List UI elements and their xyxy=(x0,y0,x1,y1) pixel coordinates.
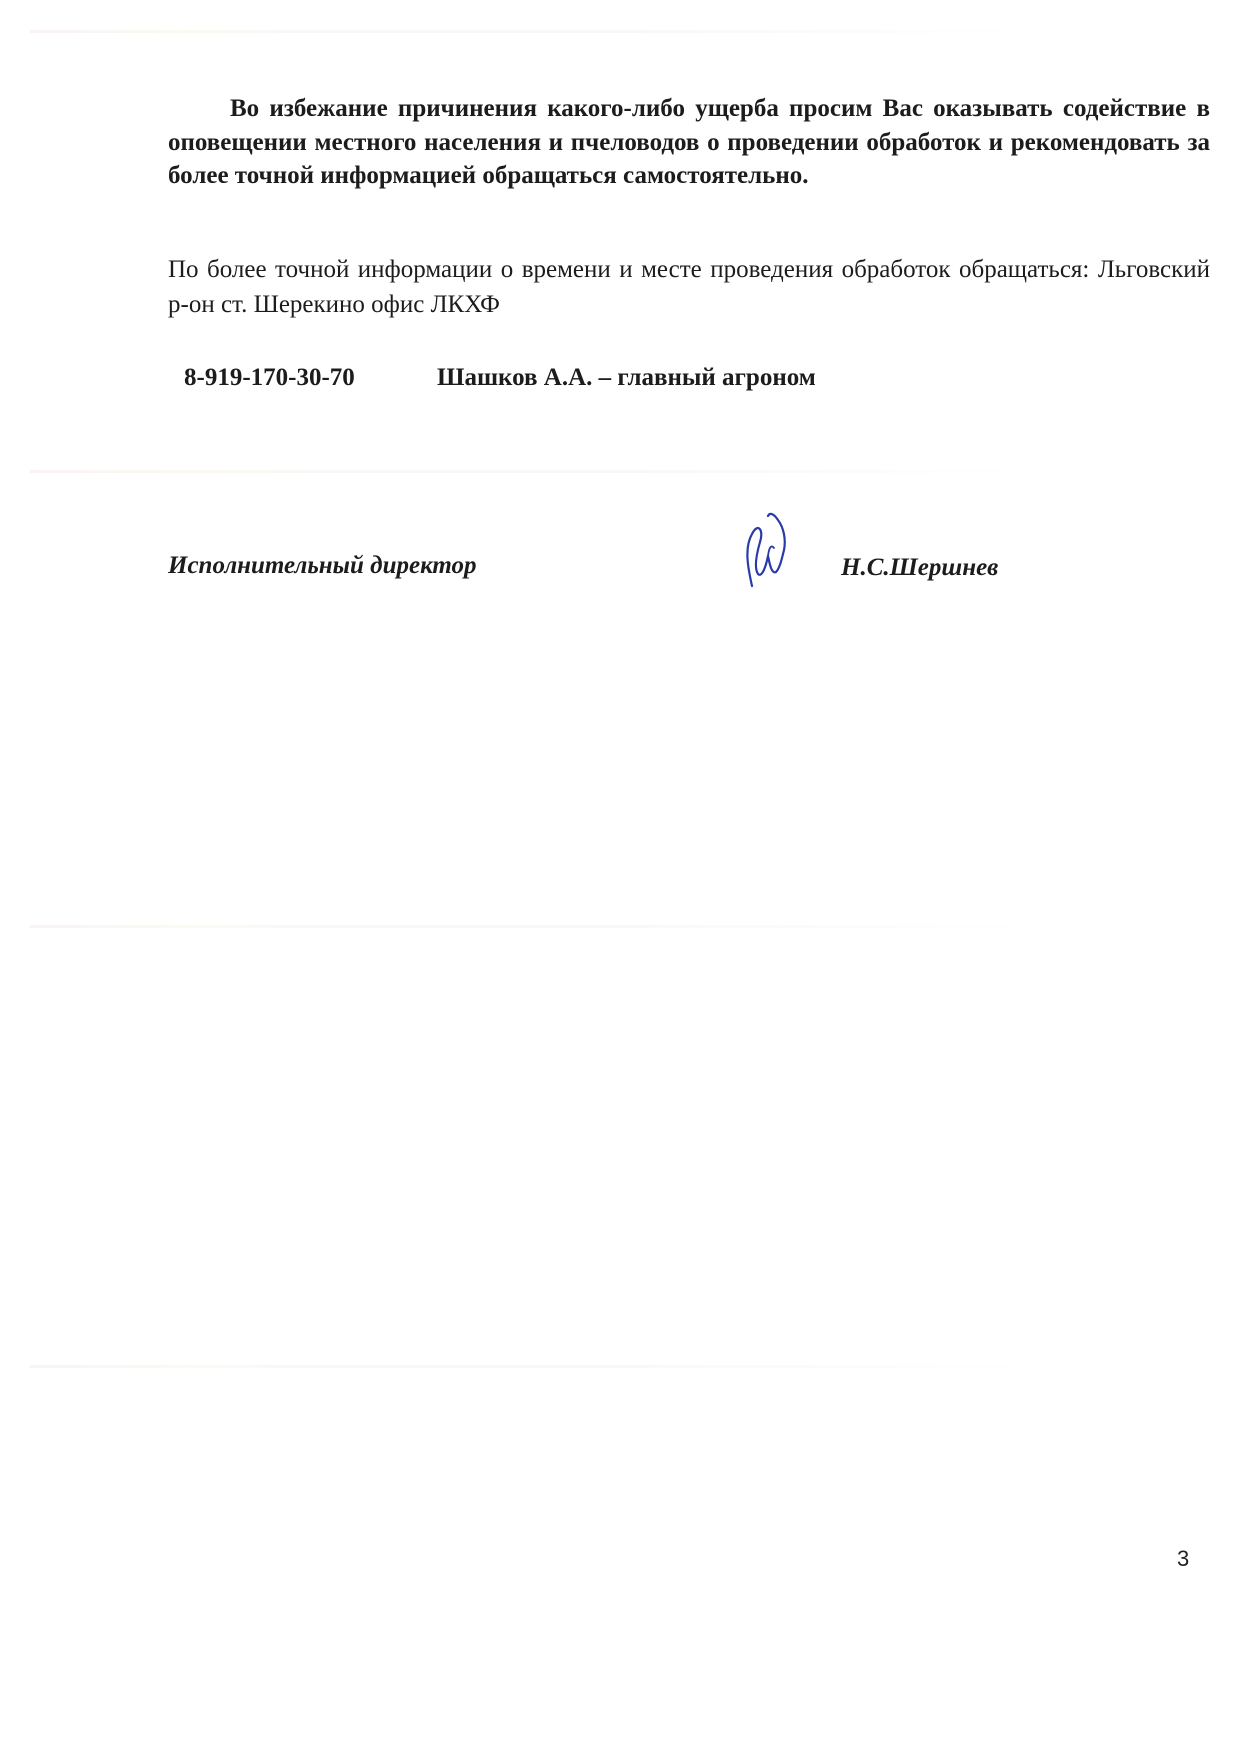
page-number: 3 xyxy=(1177,1546,1190,1571)
signature-stroke xyxy=(768,546,774,556)
contact-phone: 8-919-170-30-70 xyxy=(184,364,355,391)
signatory-title: Исполнительный директор xyxy=(168,552,477,579)
scan-artifact xyxy=(30,1365,1030,1368)
request-paragraph: Во избежание причинения какого-либо ущерба просим Вас оказывать содействие в оповещении местного населения и пчеловодов о проведении обработок и рекомендовать за более точной информацией обращаться самостоятельно. xyxy=(168,95,1210,189)
scan-artifact xyxy=(30,925,1030,928)
scan-artifact xyxy=(30,30,1030,33)
contact-person: Шашков А.А. – главный агроном xyxy=(437,364,816,391)
contact-info-paragraph: По более точной информации о времени и месте проведения обработок обращаться: Льговский р-он ст. Шерекино офис ЛКХФ xyxy=(168,256,1210,318)
signature-stroke xyxy=(747,514,784,586)
signatory-name: Н.С.Шершнев xyxy=(841,554,999,581)
scan-artifact xyxy=(30,470,1030,473)
handwritten-signature xyxy=(738,508,800,590)
